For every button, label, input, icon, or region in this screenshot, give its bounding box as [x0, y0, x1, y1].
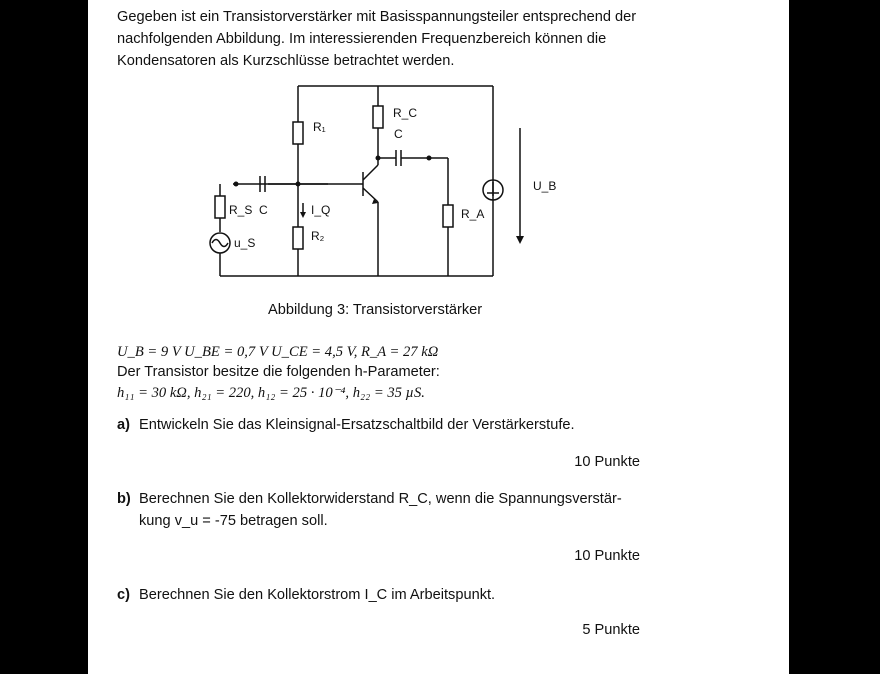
label-us: u_S: [234, 236, 256, 250]
params-line-3: h₁₁ = 30 kΩ, h₂₁ = 220, h₁₂ = 25 · 10⁻⁴, h₂₂ = 35 µS.: [117, 385, 425, 401]
label-rc: R_C: [393, 106, 418, 120]
intro-paragraph: Gegeben ist ein Transistorverstärker mit Basisspannungsteiler entsprechend der nachfolgenden Abbildung. Im interessierenden Frequenzbereich können die Kondensatoren als Kurzschlüsse betrachtet werden.: [117, 9, 637, 69]
params-line-1: U_B = 9 V U_BE = 0,7 V U_CE = 4,5 V, R_A = 27 kΩ: [117, 344, 439, 360]
resistor-r2: [293, 227, 303, 249]
question-c-points: 5 Punkte: [582, 622, 640, 638]
question-c-text: Berechnen Sie den Kollektorstrom I_C im Arbeitspunkt.: [139, 587, 496, 603]
label-r2: R₂: [311, 229, 325, 243]
label-r1: R₁: [313, 120, 326, 134]
resistor-rc: [373, 106, 383, 128]
label-ub: U_B: [533, 179, 557, 193]
circuit-diagram: [88, 0, 789, 300]
question-a-points: 10 Punkte: [574, 454, 640, 470]
figure-caption: Abbildung 3: Transistorverstärker: [268, 302, 483, 318]
question-a: [117, 414, 647, 436]
resistor-rs: [215, 196, 225, 218]
question-a-label: a): [117, 417, 130, 433]
question-a-text: Entwickeln Sie das Kleinsignal-Ersatzschaltbild der Verstärkerstufe.: [139, 417, 575, 433]
label-c-in: C: [259, 203, 268, 217]
question-b-points: 10 Punkte: [574, 548, 640, 564]
params-line-2: Der Transistor besitze die folgenden h-Parameter:: [117, 364, 440, 380]
label-rs: R_S: [229, 203, 253, 217]
label-ra: R_A: [461, 207, 485, 221]
document-page: [88, 0, 789, 674]
resistor-r1: [293, 122, 303, 144]
question-b: [117, 488, 647, 529]
question-b-label: b): [117, 491, 131, 507]
question-c: [117, 584, 647, 606]
resistor-ra: [443, 205, 453, 227]
question-c-label: c): [117, 587, 130, 603]
question-b-text: Berechnen Sie den Kollektorwiderstand R_C, wenn die Spannungsverstär- kung v_u = -75 betragen soll.: [139, 491, 622, 529]
label-iq: I_Q: [311, 203, 331, 217]
label-c-out: C: [394, 127, 403, 141]
